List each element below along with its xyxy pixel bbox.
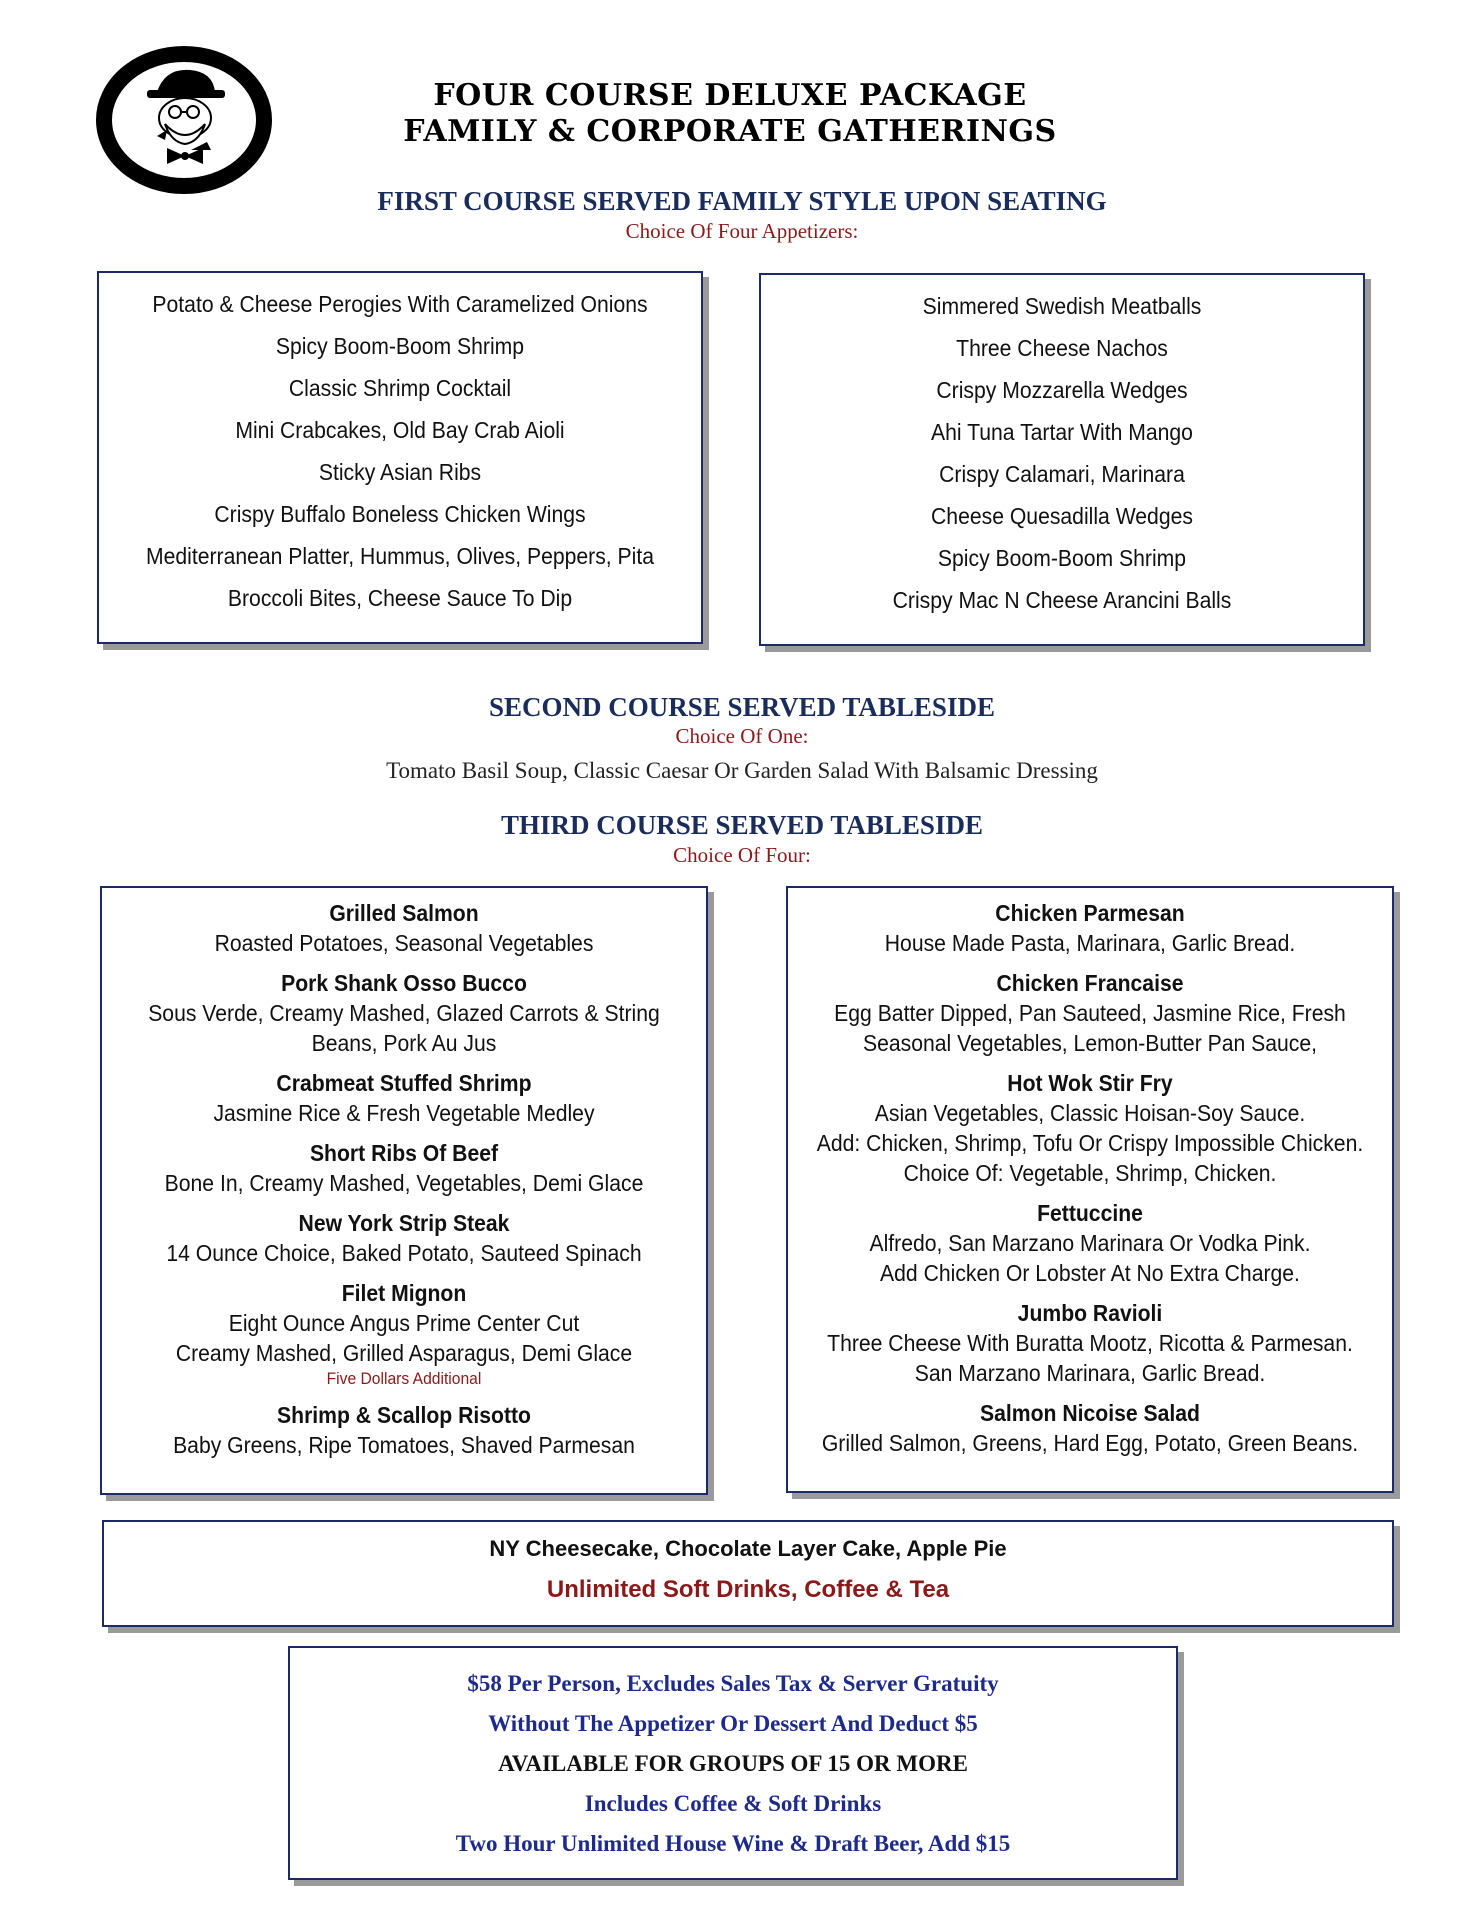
entree-name: Filet Mignon <box>341 1280 467 1306</box>
entree-description: Choice Of: Vegetable, Shrimp, Chicken. <box>903 1160 1277 1186</box>
appetizer-item: Crispy Buffalo Boneless Chicken Wings <box>214 501 586 527</box>
entree-item <box>788 1298 1392 1388</box>
entree-description: Alfredo, San Marzano Marinara Or Vodka Pink. <box>869 1230 1311 1256</box>
entree-description: Three Cheese With Buratta Mootz, Ricotta & Parmesan. <box>827 1330 1353 1356</box>
entree-description: Grilled Salmon, Greens, Hard Egg, Potato, Green Beans. <box>821 1430 1359 1456</box>
appetizer-item: Mediterranean Platter, Hummus, Olives, Peppers, Pita <box>145 543 655 569</box>
entree-item <box>102 1278 706 1390</box>
entree-item <box>788 1398 1392 1458</box>
appetizer-list-left <box>99 283 701 619</box>
pricing-box <box>288 1646 1178 1880</box>
entree-name: Hot Wok Stir Fry <box>1007 1070 1173 1096</box>
dessert-options: NY Cheesecake, Chocolate Layer Cake, Apple Pie <box>489 1536 1007 1561</box>
entree-description: Eight Ounce Angus Prime Center Cut <box>228 1310 580 1336</box>
entree-box-left <box>100 886 708 1495</box>
entree-description: Egg Batter Dipped, Pan Sauteed, Jasmine Rice, Fresh <box>834 1000 1346 1026</box>
entree-item <box>102 968 706 1058</box>
entree-description: House Made Pasta, Marinara, Garlic Bread. <box>884 930 1296 956</box>
entree-item <box>102 1068 706 1128</box>
entree-name: Fettuccine <box>1037 1200 1143 1226</box>
appetizer-item: Sticky Asian Ribs <box>318 459 482 485</box>
entree-item <box>102 1400 706 1460</box>
appetizer-box-left <box>97 271 703 644</box>
third-course-subheading: Choice Of Four: <box>673 843 811 867</box>
drinks-included: Unlimited Soft Drinks, Coffee & Tea <box>546 1576 950 1603</box>
appetizer-item: Ahi Tuna Tartar With Mango <box>931 419 1193 445</box>
entree-item <box>788 1068 1392 1188</box>
entree-description: Roasted Potatoes, Seasonal Vegetables <box>214 930 594 956</box>
entree-description: Baby Greens, Ripe Tomatoes, Shaved Parmesan <box>173 1432 635 1458</box>
entree-name: Grilled Salmon <box>329 900 479 926</box>
entree-item <box>102 898 706 958</box>
entree-description: Add: Chicken, Shrimp, Tofu Or Crispy Impossible Chicken. <box>816 1130 1364 1156</box>
appetizer-item: Spicy Boom-Boom Shrimp <box>275 333 525 359</box>
entree-item <box>102 1208 706 1268</box>
includes-drinks: Includes Coffee & Soft Drinks <box>584 1791 882 1816</box>
price-per-person: $58 Per Person, Excludes Sales Tax & Server Gratuity <box>467 1671 999 1696</box>
second-course-heading: SECOND COURSE SERVED TABLESIDE <box>489 692 995 722</box>
price-deduction: Without The Appetizer Or Dessert And Deduct $5 <box>488 1711 978 1736</box>
appetizer-item: Three Cheese Nachos <box>956 335 1168 361</box>
appetizer-box-right <box>759 273 1365 646</box>
appetizer-item: Simmered Swedish Meatballs <box>922 293 1202 319</box>
appetizer-item: Broccoli Bites, Cheese Sauce To Dip <box>227 585 573 611</box>
second-course-subheading: Choice Of One: <box>675 724 809 748</box>
entree-name: Jumbo Ravioli <box>1017 1300 1163 1326</box>
entree-list-left <box>102 898 706 1460</box>
appetizer-item: Classic Shrimp Cocktail <box>288 375 512 401</box>
entree-name: Crabmeat Stuffed Shrimp <box>276 1070 532 1096</box>
title-line-2: FAMILY & CORPORATE GATHERINGS <box>403 114 1057 149</box>
wine-beer-addon: Two Hour Unlimited House Wine & Draft Beer, Add $15 <box>455 1831 1011 1856</box>
entree-description: Asian Vegetables, Classic Hoisan-Soy Sauce. <box>874 1100 1306 1126</box>
entree-name: Pork Shank Osso Bucco <box>281 970 527 996</box>
restaurant-logo <box>95 46 273 194</box>
entree-name: Short Ribs Of Beef <box>309 1140 499 1166</box>
entree-description: Seasonal Vegetables, Lemon-Butter Pan Sauce, <box>862 1030 1318 1056</box>
appetizer-item: Mini Crabcakes, Old Bay Crab Aioli <box>235 417 565 443</box>
entree-description: Sous Verde, Creamy Mashed, Glazed Carrots & String <box>148 1000 660 1026</box>
appetizer-item: Cheese Quesadilla Wedges <box>931 503 1193 529</box>
appetizer-item: Potato & Cheese Perogies With Caramelized Onions <box>152 291 648 317</box>
first-course-subheading: Choice Of Four Appetizers: <box>625 219 859 243</box>
entree-name: Chicken Parmesan <box>995 900 1185 926</box>
entree-item <box>102 1138 706 1198</box>
entree-item <box>788 1198 1392 1288</box>
entree-note: Five Dollars Additional <box>326 1369 482 1388</box>
entree-description: Add Chicken Or Lobster At No Extra Charge. <box>880 1260 1300 1286</box>
second-course-options: Tomato Basil Soup, Classic Caesar Or Garden Salad With Balsamic Dressing <box>386 758 1098 783</box>
appetizer-item: Crispy Mac N Cheese Arancini Balls <box>892 587 1232 613</box>
entree-name: Chicken Francaise <box>996 970 1184 996</box>
third-course-heading: THIRD COURSE SERVED TABLESIDE <box>501 810 983 840</box>
entree-description: San Marzano Marinara, Garlic Bread. <box>914 1360 1266 1386</box>
dessert-box <box>102 1520 1394 1627</box>
entree-description: Bone In, Creamy Mashed, Vegetables, Demi Glace <box>164 1170 644 1196</box>
entree-description: Beans, Pork Au Jus <box>311 1030 497 1056</box>
appetizer-item: Spicy Boom-Boom Shrimp <box>937 545 1187 571</box>
title-line-1: FOUR COURSE DELUXE PACKAGE <box>433 78 1027 113</box>
entree-description: 14 Ounce Choice, Baked Potato, Sauteed Spinach <box>166 1240 642 1266</box>
first-course-heading: FIRST COURSE SERVED FAMILY STYLE UPON SEATING <box>377 186 1107 216</box>
appetizer-item: Crispy Mozzarella Wedges <box>936 377 1188 403</box>
entree-item <box>788 898 1392 958</box>
entree-description: Creamy Mashed, Grilled Asparagus, Demi Glace <box>175 1340 633 1366</box>
entree-name: New York Strip Steak <box>298 1210 510 1236</box>
entree-name: Shrimp & Scallop Risotto <box>277 1402 531 1428</box>
entree-list-right <box>788 898 1392 1458</box>
entree-box-right <box>786 886 1394 1493</box>
entree-description: Jasmine Rice & Fresh Vegetable Medley <box>213 1100 595 1126</box>
entree-item <box>788 968 1392 1058</box>
group-size-note: AVAILABLE FOR GROUPS OF 15 OR MORE <box>498 1751 968 1776</box>
entree-name: Salmon Nicoise Salad <box>980 1400 1200 1426</box>
appetizer-item: Crispy Calamari, Marinara <box>939 461 1185 487</box>
appetizer-list-right <box>761 285 1363 621</box>
